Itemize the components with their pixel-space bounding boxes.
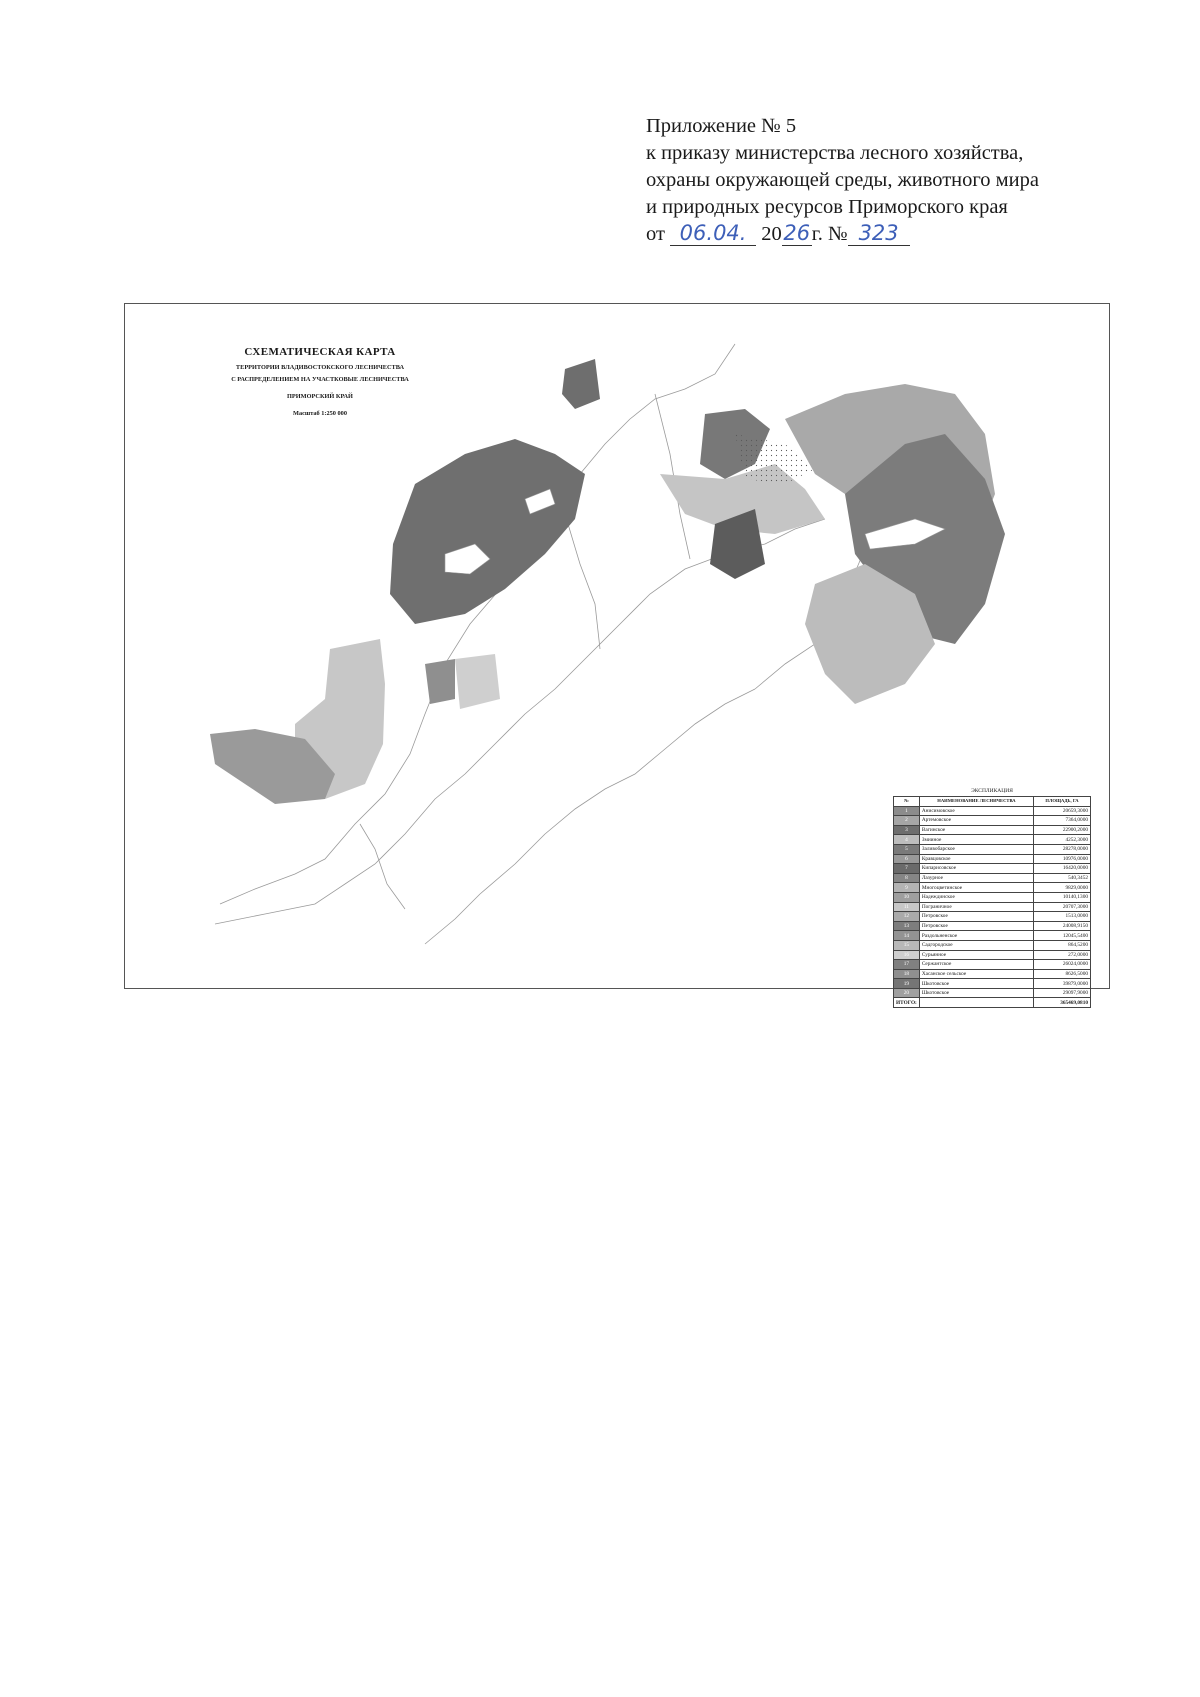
legend-row-number: 8 (894, 873, 920, 883)
legend-row-number: 15 (894, 940, 920, 950)
legend-row-area: 22900,2000 (1034, 825, 1091, 835)
legend-row-number: 17 (894, 960, 920, 970)
order-line-3: и природных ресурсов Приморского края (646, 196, 1008, 218)
year-suffix: г. № (811, 223, 848, 245)
legend-row-area: 7364,0000 (1034, 816, 1091, 826)
legend-row-area: 20659,3000 (1034, 806, 1091, 816)
legend-row (894, 864, 1091, 874)
legend-row-number: 3 (894, 825, 920, 835)
legend-row-name: Заливобарское (919, 844, 1033, 854)
legend-row-area: 39879,0000 (1034, 979, 1091, 989)
order-line-1: к приказу министерства лесного хозяйства, (646, 142, 1024, 164)
legend-row (894, 844, 1091, 854)
legend-row-number: 14 (894, 931, 920, 941)
region-center-light-small (455, 654, 500, 709)
region-center-small (425, 659, 455, 704)
legend-row (894, 921, 1091, 931)
legend-row-number: 1 (894, 806, 920, 816)
legend-row-number: 9 (894, 883, 920, 893)
handwritten-year: 26 (783, 221, 811, 245)
legend-row-number: 18 (894, 969, 920, 979)
legend-row (894, 902, 1091, 912)
legend-row (894, 912, 1091, 922)
legend-row-area: 10976,0000 (1034, 854, 1091, 864)
legend-row-area: 29097,9000 (1034, 988, 1091, 998)
legend-row-name: Анисимовское (919, 806, 1033, 816)
legend-row (894, 873, 1091, 883)
legend-row-name: Пограничное (919, 902, 1033, 912)
legend-row-area: 24008,9150 (1034, 921, 1091, 931)
legend-row-name: Надеждинское (919, 892, 1033, 902)
legend-title: ЭКСПЛИКАЦИЯ (971, 788, 1013, 794)
legend-row (894, 940, 1091, 950)
legend-row-name: Кипарисовское (919, 864, 1033, 874)
legend-row (894, 883, 1091, 893)
schematic-map (124, 303, 1110, 1006)
legend-row-area: 1513,0000 (1034, 912, 1091, 922)
legend-row (894, 969, 1091, 979)
legend-row-area: 272,0000 (1034, 950, 1091, 960)
legend-row (894, 931, 1091, 941)
legend-row-name: Петровское (919, 912, 1033, 922)
legend-row-area: 10140,1300 (1034, 892, 1091, 902)
legend-row-number: 19 (894, 979, 920, 989)
legend-row-name: Сурьянное (919, 950, 1033, 960)
appendix-number: Приложение № 5 (646, 115, 797, 137)
legend-row-name: Шкотовское (919, 979, 1033, 989)
legend-row-name: Хасанское сельское (919, 969, 1033, 979)
legend-row-number: 13 (894, 921, 920, 931)
legend-row-name: Кравцовское (919, 854, 1033, 864)
legend-row-area: 20707,3000 (1034, 902, 1091, 912)
legend-row (894, 816, 1091, 826)
legend-row-number: 16 (894, 950, 920, 960)
handwritten-order-number: 323 (858, 221, 899, 245)
legend-row-name: Вагинское (919, 825, 1033, 835)
legend-row (894, 988, 1091, 998)
legend-row-area: 16420,0000 (1034, 864, 1091, 874)
legend-row-number: 10 (894, 892, 920, 902)
legend-row (894, 979, 1091, 989)
legend-row (894, 835, 1091, 845)
legend-col-num: № (894, 797, 920, 807)
forestry-regions (210, 359, 1005, 804)
legend-row (894, 806, 1091, 816)
handwritten-date: 06.04. (679, 221, 747, 245)
legend-total-value: 365469,0810 (1034, 998, 1091, 1008)
legend-col-area: ПЛОЩАДЬ, ГА (1034, 797, 1091, 807)
legend-row-area: 4252,3000 (1034, 835, 1091, 845)
date-prefix: от (646, 223, 665, 245)
legend-row-name: Артемовское (919, 816, 1033, 826)
legend-row (894, 950, 1091, 960)
legend-row-name: Петровское (919, 921, 1033, 931)
map-region: ПРИМОРСКИЙ КРАЙ (287, 393, 353, 400)
legend-row-number: 7 (894, 864, 920, 874)
legend-row-name: Сержантское (919, 960, 1033, 970)
legend-total-spacer (919, 998, 1033, 1008)
legend-row-name: Змииное (919, 835, 1033, 845)
legend-row (894, 892, 1091, 902)
century-text: 20 (761, 223, 782, 245)
map-legend (893, 788, 1091, 1008)
legend-col-name: НАИМЕНОВАНИЕ ЛЕСНИЧЕСТВА (919, 797, 1033, 807)
map-subtitle-1: ТЕРРИТОРИИ ВЛАДИВОСТОКСКОГО ЛЕСНИЧЕСТВА (235, 364, 405, 371)
legend-row-number: 12 (894, 912, 920, 922)
legend-table (893, 796, 1091, 1008)
legend-row-number: 11 (894, 902, 920, 912)
legend-row-name: Садгородское (919, 940, 1033, 950)
region-north-dark (390, 439, 585, 624)
legend-row (894, 825, 1091, 835)
legend-row (894, 854, 1091, 864)
legend-row-number: 2 (894, 816, 920, 826)
legend-total-label: ИТОГО: (894, 998, 920, 1008)
map-title-block (155, 346, 485, 417)
legend-row-area: 28278,0000 (1034, 844, 1091, 854)
legend-row-area: 12045,5400 (1034, 931, 1091, 941)
legend-row-name: Лазурное (919, 873, 1033, 883)
order-line-2: охраны окружающей среды, животного мира (646, 169, 1039, 191)
legend-row (894, 960, 1091, 970)
legend-row-number: 6 (894, 854, 920, 864)
legend-row-area: 9829,0000 (1034, 883, 1091, 893)
legend-row-area: 540,3452 (1034, 873, 1091, 883)
order-date-line (646, 221, 1039, 248)
region-north-small (562, 359, 600, 409)
legend-row-area: 8626,5000 (1034, 969, 1091, 979)
appendix-header (646, 113, 1039, 248)
map-subtitle-2: С РАСПРЕДЕЛЕНИЕМ НА УЧАСТКОВЫЕ ЛЕСНИЧЕСТВА (231, 376, 409, 383)
legend-row-number: 20 (894, 988, 920, 998)
map-scale: Масштаб 1:250 000 (293, 410, 347, 417)
legend-row-number: 5 (894, 844, 920, 854)
legend-row-area: 864,5200 (1034, 940, 1091, 950)
legend-row-area: 26024,0000 (1034, 960, 1091, 970)
legend-row-number: 4 (894, 835, 920, 845)
legend-row-name: Шкотовское (919, 988, 1033, 998)
legend-row-name: Многоцветинское (919, 883, 1033, 893)
legend-row-name: Раздольненское (919, 931, 1033, 941)
map-title: СХЕМАТИЧЕСКАЯ КАРТА (244, 346, 396, 358)
